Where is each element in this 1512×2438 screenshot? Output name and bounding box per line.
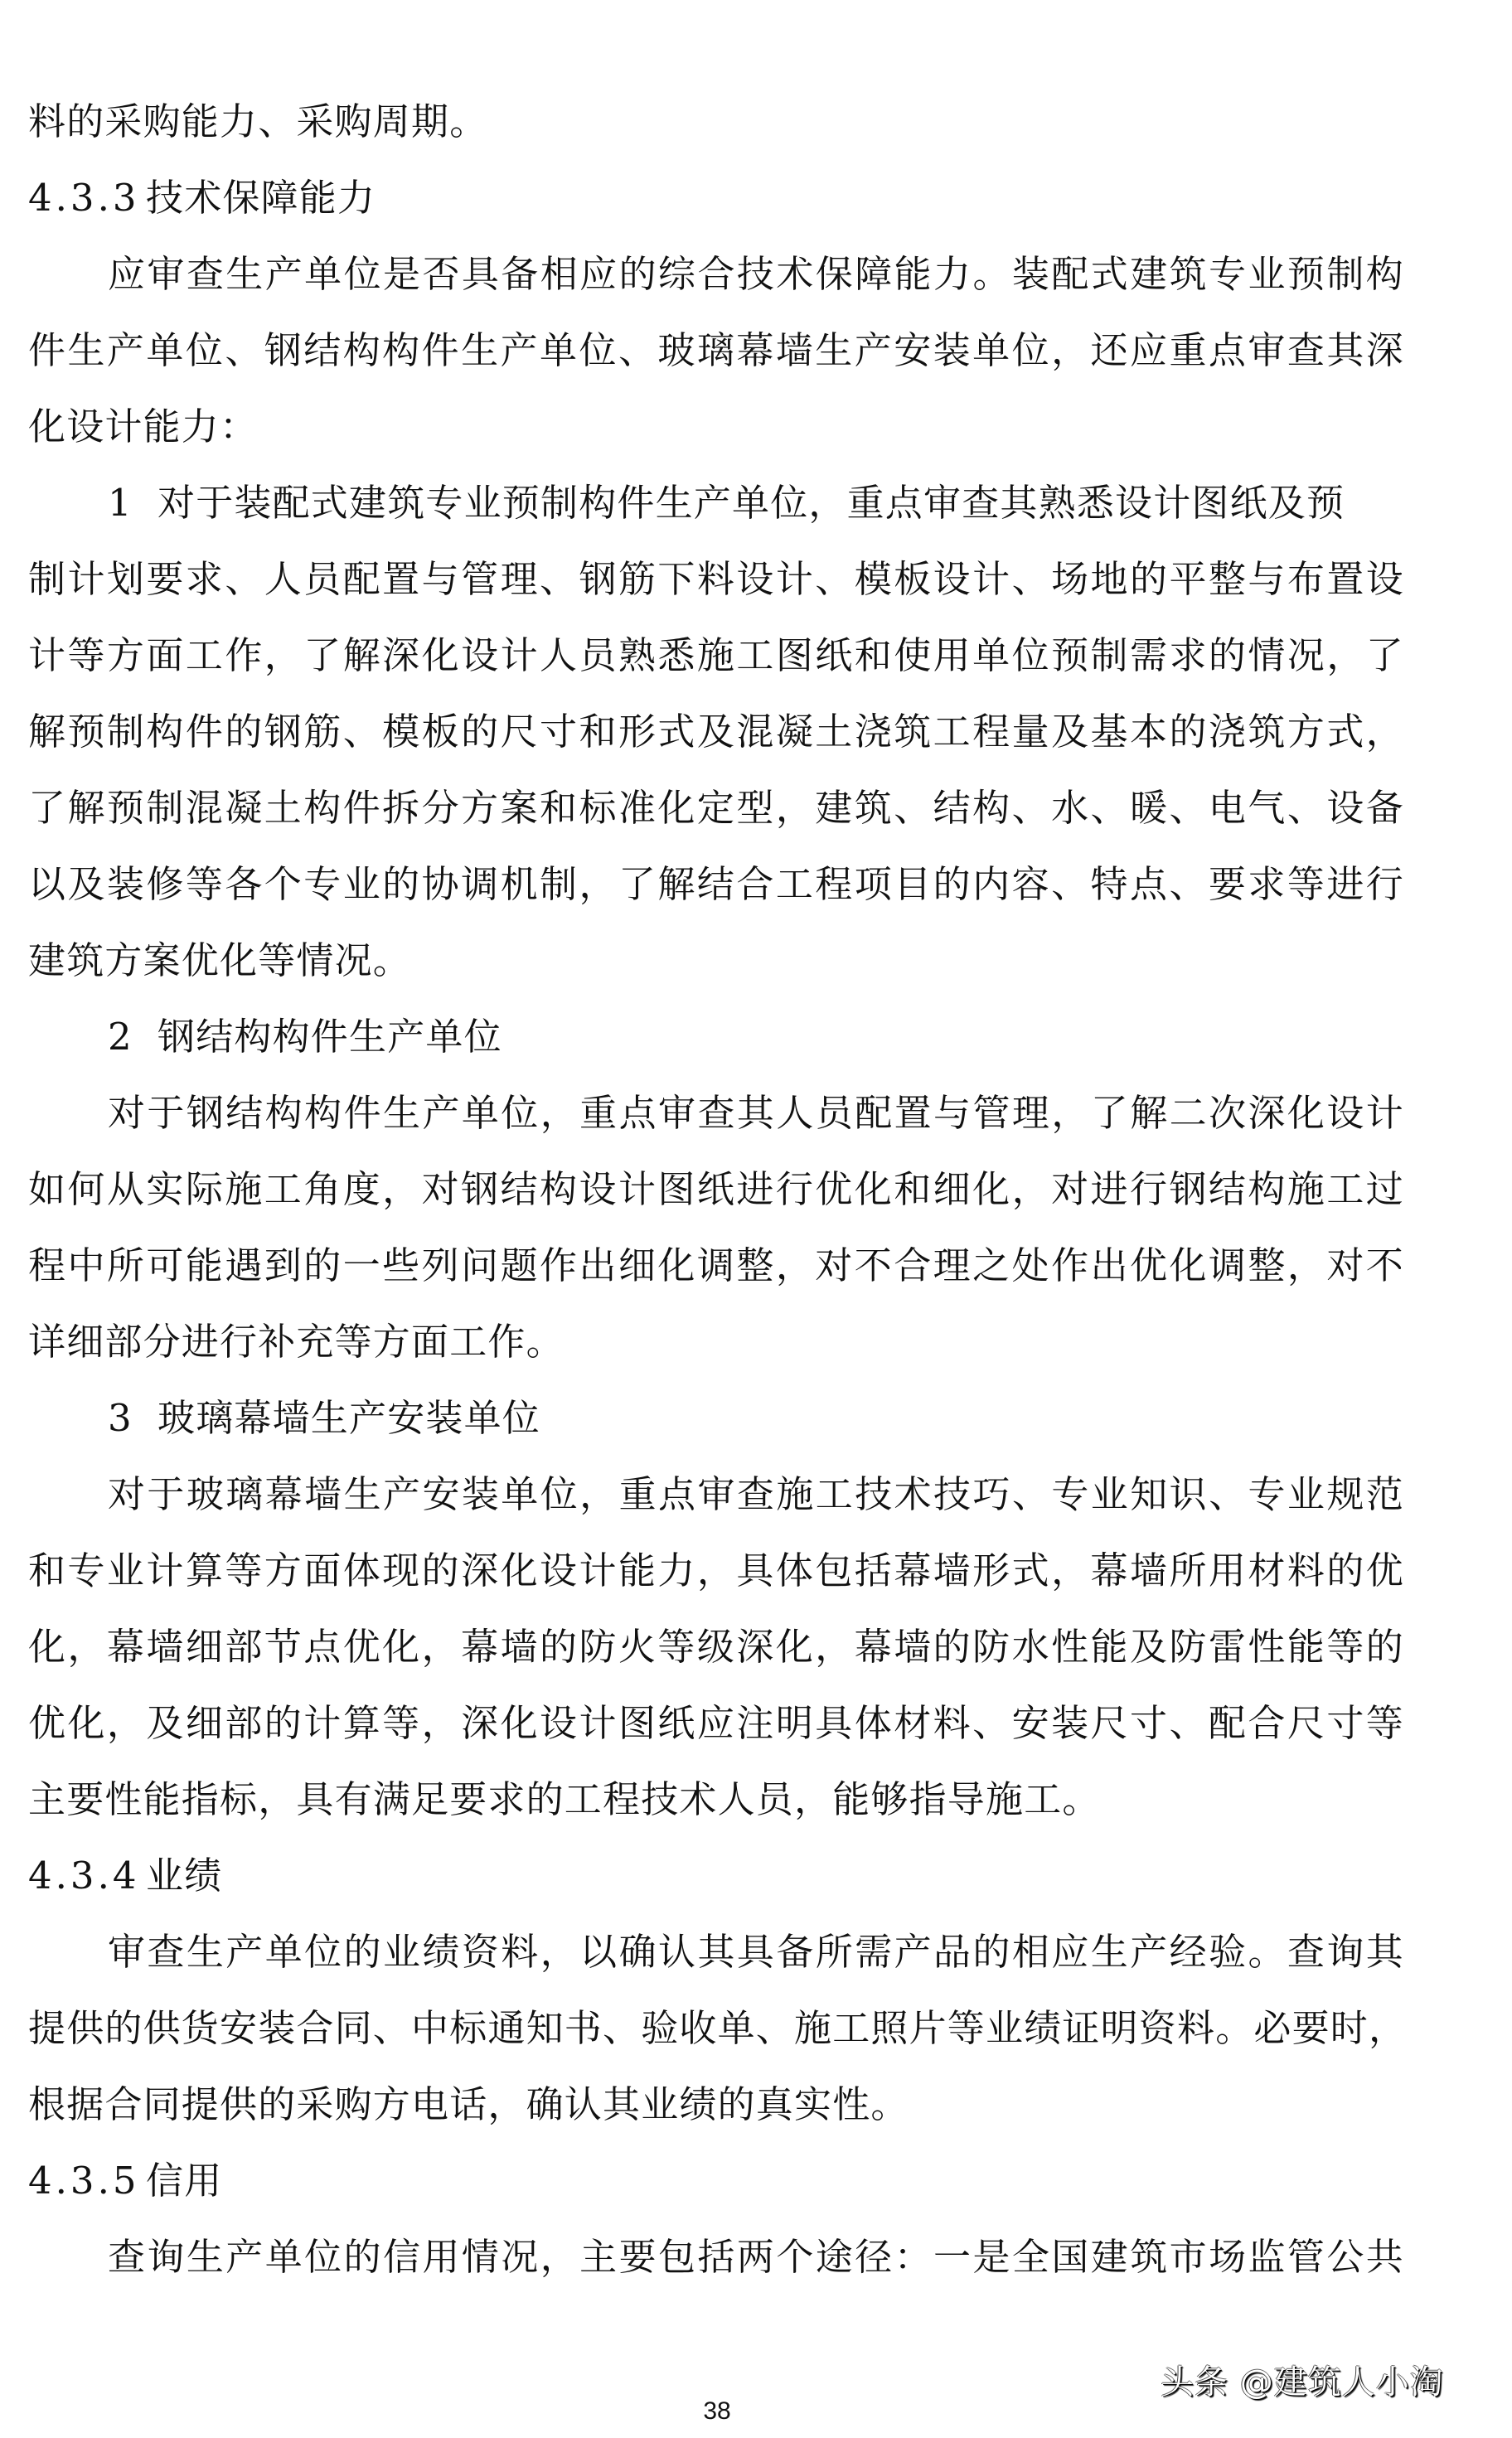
paragraph-line	[108, 1927, 1404, 1977]
paragraph-line	[28, 1317, 1404, 1367]
line-text: 程中所可能遇到的一些列问题作出细化调整，对不合理之处作出优化调整，对不	[28, 1243, 1404, 1287]
watermark: 头条 @建筑人小淘	[1161, 2363, 1444, 2402]
line-text: 以及装修等各个专业的协调机制，了解结合工程项目的内容、特点、要求等进行	[28, 862, 1404, 906]
line-text: 优化，及细部的计算等，深化设计图纸应注明具体材料、安装尺寸、配合尺寸等	[28, 1701, 1404, 1745]
line-text: 料的采购能力、采购周期。	[28, 99, 488, 143]
line-text: 计等方面工作，了解深化设计人员熟悉施工图纸和使用单位预制需求的情况，了	[28, 633, 1404, 677]
section-heading-4-3-4	[28, 1851, 1404, 1901]
section-number: 4.3.3	[28, 176, 140, 220]
line-text: 化设计能力：	[28, 405, 259, 448]
list-item-3-title	[108, 1393, 1404, 1443]
item-title: 玻璃幕墙生产安装单位	[158, 1396, 541, 1440]
line-text: 化，幕墙细部节点优化，幕墙的防火等级深化，幕墙的防水性能及防雷性能等的	[28, 1625, 1404, 1669]
line-text: 件生产单位、钢结构构件生产单位、玻璃幕墙生产安装单位，还应重点审查其深	[28, 328, 1404, 372]
item-title: 钢结构构件生产单位	[158, 1015, 502, 1059]
line-text: 提供的供货安装合同、中标通知书、验收单、施工照片等业绩证明资料。必要时，	[28, 2006, 1408, 2050]
paragraph-line	[28, 2080, 1404, 2130]
section-title: 技术保障能力	[146, 176, 376, 220]
section-title: 业绩	[146, 1854, 223, 1898]
line-text: 审查生产单位的业绩资料，以确认其具备所需产品的相应生产经验。查询其	[108, 1930, 1404, 1974]
list-item-2-title	[108, 1012, 1404, 1062]
paragraph-line	[28, 1165, 1404, 1214]
paragraph-line	[28, 936, 1404, 986]
paragraph-line	[28, 1546, 1404, 1596]
line-text: 解预制构件的钢筋、模板的尺寸和形式及混凝土浇筑工程量及基本的浇筑方式，	[28, 710, 1404, 754]
list-item-1	[108, 478, 1404, 528]
item-number: 1	[108, 481, 133, 525]
section-number: 4.3.5	[28, 2159, 140, 2203]
line-text: 根据合同提供的采购方电话，确认其业绩的真实性。	[28, 2082, 909, 2126]
paragraph-line	[28, 555, 1404, 604]
paragraph-line	[28, 707, 1404, 757]
line-text: 应审查生产单位是否具备相应的综合技术保障能力。装配式建筑专业预制构	[108, 252, 1404, 296]
section-number: 4.3.4	[28, 1854, 140, 1898]
section-heading-4-3-3	[28, 173, 1404, 223]
paragraph-line	[108, 250, 1404, 299]
line-text: 和专业计算等方面体现的深化设计能力，具体包括幕墙形式，幕墙所用材料的优	[28, 1549, 1404, 1592]
paragraph-line	[28, 1622, 1404, 1672]
line-text: 对于玻璃幕墙生产安装单位，重点审查施工技术技巧、专业知识、专业规范	[108, 1472, 1404, 1516]
line-text: 对于钢结构构件生产单位，重点审查其人员配置与管理，了解二次深化设计	[108, 1091, 1404, 1135]
paragraph-line	[28, 631, 1404, 681]
line-text: 制计划要求、人员配置与管理、钢筋下料设计、模板设计、场地的平整与布置设	[28, 557, 1404, 601]
paragraph-line	[28, 860, 1404, 909]
line-text: 建筑方案优化等情况。	[28, 938, 412, 982]
paragraph-line	[28, 1775, 1404, 1825]
item-number: 3	[108, 1396, 133, 1440]
line-text: 对于装配式建筑专业预制构件生产单位，重点审查其熟悉设计图纸及预	[158, 481, 1345, 525]
paragraph-line	[28, 402, 1404, 452]
paragraph-line	[28, 326, 1404, 376]
text-line	[28, 97, 1404, 147]
section-title: 信用	[146, 2159, 223, 2203]
line-text: 详细部分进行补充等方面工作。	[28, 1320, 565, 1364]
line-text: 了解预制混凝土构件拆分方案和标准化定型，建筑、结构、水、暖、电气、设备	[28, 786, 1404, 830]
paragraph-line	[108, 1470, 1404, 1520]
paragraph-line	[28, 2004, 1408, 2053]
paragraph-line	[28, 1241, 1404, 1291]
paragraph-line	[108, 1088, 1404, 1138]
paragraph-line	[108, 2232, 1404, 2282]
item-number: 2	[108, 1015, 133, 1059]
line-text: 主要性能指标，具有满足要求的工程技术人员，能够指导施工。	[28, 1777, 1101, 1821]
paragraph-line	[28, 1699, 1404, 1748]
paragraph-line	[28, 783, 1404, 833]
line-text: 查询生产单位的信用情况，主要包括两个途径：一是全国建筑市场监管公共	[108, 2235, 1404, 2279]
page-number: 38	[703, 2397, 731, 2425]
line-text: 如何从实际施工角度，对钢结构设计图纸进行优化和细化，对进行钢结构施工过	[28, 1167, 1404, 1211]
section-heading-4-3-5	[28, 2156, 1404, 2206]
